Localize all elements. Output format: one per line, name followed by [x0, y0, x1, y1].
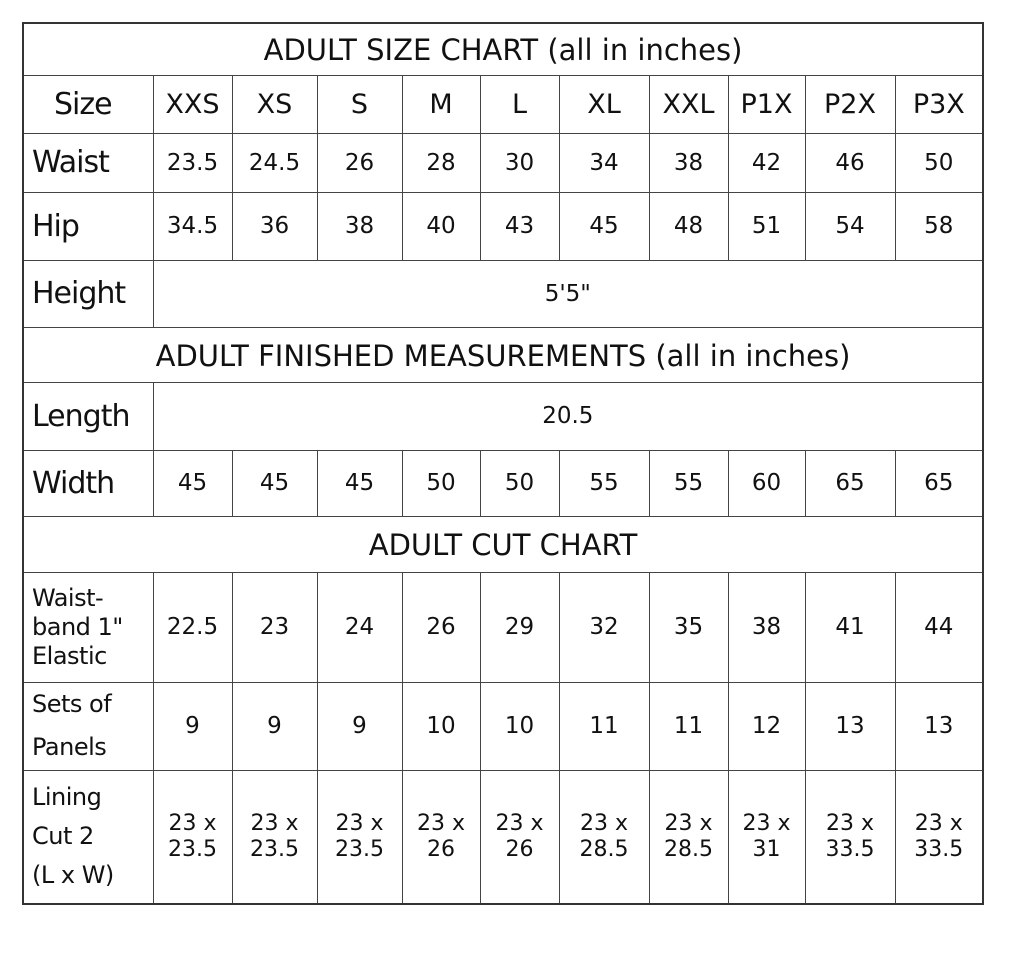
hip-cell: 58 — [895, 192, 983, 260]
lining-label — [23, 770, 153, 904]
waistband-cell: 38 — [728, 572, 805, 682]
waistband-label — [23, 572, 153, 682]
size-chart-title: ADULT SIZE CHART (all in inches) — [23, 23, 983, 75]
lining-cell-line: 33.5 — [914, 836, 964, 862]
waistband-cell: 32 — [559, 572, 649, 682]
panels-cell: 13 — [805, 682, 895, 770]
lining-cell-line: 28.5 — [579, 836, 629, 862]
lining-row — [23, 770, 983, 904]
width-label: Width — [23, 450, 153, 516]
hip-cell: 43 — [480, 192, 559, 260]
panels-cell: 12 — [728, 682, 805, 770]
size-header-cell: S — [317, 75, 402, 133]
waistband-label-line: band 1" — [32, 612, 123, 641]
waist-cell: 30 — [480, 133, 559, 192]
waist-cell: 28 — [402, 133, 480, 192]
size-chart-sheet — [22, 22, 982, 905]
panels-label-line: Panels — [32, 733, 107, 761]
width-cell: 45 — [317, 450, 402, 516]
panels-cell: 13 — [895, 682, 983, 770]
width-cell: 60 — [728, 450, 805, 516]
lining-cell — [895, 770, 983, 904]
width-row — [23, 450, 983, 516]
cut-chart-title: ADULT CUT CHART — [23, 516, 983, 572]
waistband-label-line: Elastic — [32, 641, 107, 670]
waistband-row — [23, 572, 983, 682]
waist-row — [23, 133, 983, 192]
size-header-cell: P1X — [728, 75, 805, 133]
hip-cell: 45 — [559, 192, 649, 260]
waist-cell: 23.5 — [153, 133, 232, 192]
lining-cell-line: 23 x — [825, 810, 874, 836]
lining-cell — [728, 770, 805, 904]
waist-cell: 34 — [559, 133, 649, 192]
lining-cell-line: 23 x — [914, 810, 963, 836]
waistband-cell: 24 — [317, 572, 402, 682]
lining-cell — [317, 770, 402, 904]
lining-cell-line: 28.5 — [664, 836, 713, 862]
width-cell: 45 — [232, 450, 317, 516]
width-cell: 65 — [805, 450, 895, 516]
lining-cell-line: 23 x — [495, 810, 544, 836]
size-header-cell: XL — [559, 75, 649, 133]
panels-cell: 11 — [649, 682, 728, 770]
waist-label: Waist — [23, 133, 153, 192]
panels-cell: 11 — [559, 682, 649, 770]
waist-cell: 50 — [895, 133, 983, 192]
panels-label-line: Sets of — [32, 690, 112, 718]
size-header-cell: P2X — [805, 75, 895, 133]
lining-cell-line: 26 — [505, 836, 534, 862]
lining-cell — [649, 770, 728, 904]
size-header-cell: L — [480, 75, 559, 133]
hip-cell: 38 — [317, 192, 402, 260]
lining-cell-line: 23 x — [335, 810, 384, 836]
lining-cell-line: 23 x — [250, 810, 299, 836]
finished-measurements-title: ADULT FINISHED MEASUREMENTS (all in inches) — [23, 327, 983, 382]
length-value: 20.5 — [153, 382, 983, 450]
size-label: Size — [23, 75, 153, 133]
hip-cell: 34.5 — [153, 192, 232, 260]
lining-cell — [232, 770, 317, 904]
lining-label-line: Lining — [32, 783, 102, 812]
lining-cell — [480, 770, 559, 904]
hip-label: Hip — [23, 192, 153, 260]
panels-label — [23, 682, 153, 770]
lining-cell-line: 23.5 — [335, 836, 384, 862]
lining-label-line: (L x W) — [32, 861, 114, 890]
size-header-cell: XXS — [153, 75, 232, 133]
width-cell: 45 — [153, 450, 232, 516]
lining-cell-line: 33.5 — [825, 836, 875, 862]
size-header-row — [23, 75, 983, 133]
width-cell: 55 — [559, 450, 649, 516]
panels-cell: 10 — [402, 682, 480, 770]
waistband-label-line: Waist- — [32, 583, 104, 612]
length-row — [23, 382, 983, 450]
size-header-cell: XS — [232, 75, 317, 133]
lining-cell-line: 23 x — [664, 810, 713, 836]
waist-cell: 42 — [728, 133, 805, 192]
waist-cell: 26 — [317, 133, 402, 192]
hip-cell: 48 — [649, 192, 728, 260]
waist-cell: 46 — [805, 133, 895, 192]
hip-cell: 36 — [232, 192, 317, 260]
waistband-cell: 41 — [805, 572, 895, 682]
lining-cell — [559, 770, 649, 904]
lining-cell-line: 23 x — [416, 810, 465, 836]
height-value: 5'5" — [153, 260, 983, 327]
size-chart-table — [22, 22, 984, 905]
waistband-cell: 23 — [232, 572, 317, 682]
lining-cell-line: 23.5 — [250, 836, 299, 862]
size-header-cell: M — [402, 75, 480, 133]
width-cell: 50 — [480, 450, 559, 516]
hip-cell: 51 — [728, 192, 805, 260]
width-cell: 65 — [895, 450, 983, 516]
waistband-cell: 44 — [895, 572, 983, 682]
waist-cell: 24.5 — [232, 133, 317, 192]
hip-cell: 40 — [402, 192, 480, 260]
height-label: Height — [23, 260, 153, 327]
lining-cell-line: 23 x — [579, 810, 628, 836]
lining-cell — [402, 770, 480, 904]
lining-cell-line: 23 x — [168, 810, 217, 836]
panels-cell: 9 — [317, 682, 402, 770]
hip-row — [23, 192, 983, 260]
panels-cell: 9 — [153, 682, 232, 770]
lining-cell-line: 23 x — [742, 810, 791, 836]
lining-cell-line: 23.5 — [168, 836, 217, 862]
hip-cell: 54 — [805, 192, 895, 260]
panels-cell: 9 — [232, 682, 317, 770]
height-row — [23, 260, 983, 327]
lining-cell-line: 26 — [427, 836, 455, 862]
waist-cell: 38 — [649, 133, 728, 192]
waistband-cell: 22.5 — [153, 572, 232, 682]
panels-row — [23, 682, 983, 770]
size-header-cell: XXL — [649, 75, 728, 133]
waistband-cell: 29 — [480, 572, 559, 682]
panels-cell: 10 — [480, 682, 559, 770]
size-header-cell: P3X — [895, 75, 983, 133]
length-label: Length — [23, 382, 153, 450]
waistband-cell: 26 — [402, 572, 480, 682]
waistband-cell: 35 — [649, 572, 728, 682]
lining-cell — [153, 770, 232, 904]
width-cell: 55 — [649, 450, 728, 516]
lining-label-line: Cut 2 — [32, 822, 94, 851]
width-cell: 50 — [402, 450, 480, 516]
lining-cell-line: 31 — [752, 836, 781, 862]
lining-cell — [805, 770, 895, 904]
